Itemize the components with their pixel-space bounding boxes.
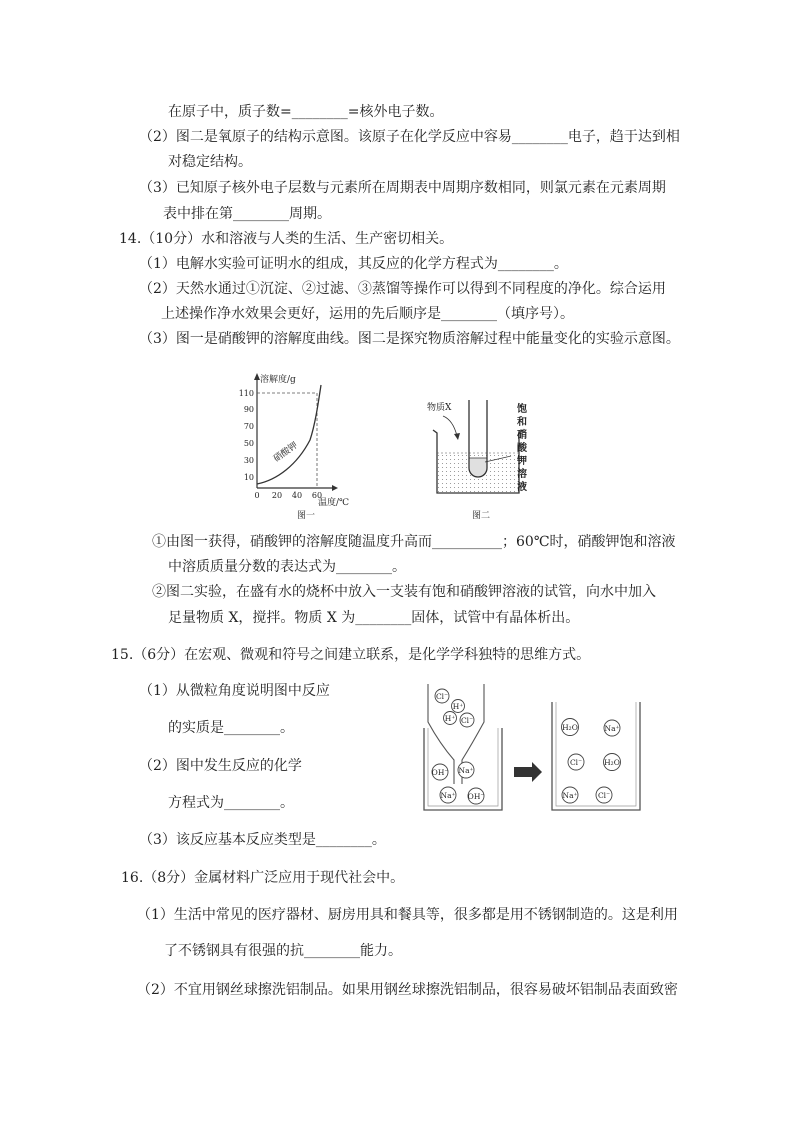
ion-label: Na⁺: [562, 791, 578, 800]
ion-label: H⁺: [452, 702, 464, 711]
ion-label: Na⁺: [458, 766, 474, 775]
x-tick: 20: [271, 491, 283, 500]
text-line: 方程式为________。: [168, 795, 294, 811]
x-tick: 0: [254, 491, 260, 500]
y-tick: 30: [243, 456, 254, 465]
text-line: （2）图中发生反应的化学: [139, 758, 302, 774]
text-line: （2）天然水通过①沉淀、②过滤、③蒸馏等操作可以得到不同程度的净化。综合运用: [139, 281, 666, 297]
ion-label: Cl⁻: [435, 692, 449, 701]
text-line: （2）图二是氧原子的结构示意图。该原子在化学反应中容易________电子，趋于达到相: [139, 129, 680, 145]
x-axis-label: 温度/℃: [318, 498, 350, 508]
ion-label: H⁺: [444, 714, 456, 723]
text-line: （3）该反应基本反应类型是________。: [139, 832, 386, 848]
text-line: 上述操作净水效果会更好，运用的先后顺序是________（填序号）。: [161, 306, 574, 322]
text-line: 足量物质 X，搅拌。物质 X 为________固体，试管中有晶体析出。: [168, 610, 580, 626]
molecule-label: H₂O: [562, 723, 578, 732]
neutralization-figure: [422, 682, 682, 814]
solubility-curve: [257, 385, 321, 484]
reaction-arrow-icon: [514, 762, 542, 782]
ion-label: Cl⁻: [597, 791, 611, 800]
ion-label: Cl⁻: [460, 716, 474, 725]
y-axis-label: 溶解度/g: [260, 375, 296, 385]
question-heading: 16.（8分）金属材料广泛应用于现代社会中。: [121, 870, 405, 886]
y-tick: 50: [243, 439, 254, 448]
curve-label: 硝酸钾: [271, 440, 300, 465]
substance-x-label: 物质X: [427, 403, 452, 413]
text-line: 了不锈钢具有很强的抗________能力。: [164, 943, 402, 959]
y-tick: 90: [243, 405, 254, 414]
text-line: 对稳定结构。: [168, 154, 252, 170]
figure-caption: 图一: [296, 511, 316, 521]
ion-label: OH⁻: [467, 792, 485, 801]
ion-label: Na⁺: [440, 791, 456, 800]
text-line: （1）从微粒角度说明图中反应: [139, 683, 330, 699]
x-tick: 60: [311, 491, 323, 500]
text-line: （3）已知原子核外电子层数与元素所在周期表中周期序数相同，则氯元素在元素周期: [139, 180, 666, 196]
solution-label-char: 液: [517, 482, 527, 493]
solution-label-char: 硝: [517, 430, 527, 441]
solution-label-char: 和: [517, 417, 527, 428]
y-tick: 110: [238, 389, 254, 398]
x-tick: 40: [291, 491, 303, 500]
solution-label-char: 溶: [517, 469, 527, 480]
ion-label: Na⁺: [604, 724, 620, 733]
dissolution-experiment-figure: [425, 398, 540, 522]
figure-caption: 图二: [471, 511, 491, 521]
text-line: ①由图一获得，硝酸钾的溶解度随温度升高而__________；60℃时，硝酸钾饱和溶液: [152, 534, 676, 550]
question-heading: 15.（6分）在宏观、微观和符号之间建立联系，是化学学科独特的思维方式。: [111, 647, 591, 663]
ion-label: OH⁻: [431, 768, 449, 777]
solution-label-char: 酸: [517, 443, 527, 454]
text-line: 的实质是________。: [168, 720, 294, 736]
question-heading: 14.（10分）水和溶液与人类的生活、生产密切相关。: [119, 231, 454, 247]
y-tick: 70: [243, 422, 254, 431]
solution-label-char: 钾: [517, 456, 527, 467]
y-tick: 10: [243, 473, 254, 482]
text-line: （1）生活中常见的医疗器材、厨房用具和餐具等，很多都是用不锈钢制造的。这是利用: [137, 907, 678, 923]
text-line: （1）电解水实验可证明水的组成，其反应的化学方程式为________。: [139, 256, 568, 272]
text-line: 中溶质质量分数的表达式为________。: [168, 559, 406, 575]
molecule-label: H₂O: [604, 758, 620, 767]
text-line: 在原子中，质子数=________=核外电子数。: [168, 104, 444, 120]
text-line: ②图二实验，在盛有水的烧杯中放入一支装有饱和硝酸钾溶液的试管，向水中加入: [152, 584, 656, 600]
text-line: （2）不宜用钢丝球擦洗铝制品。如果用钢丝球擦洗铝制品，很容易破坏铝制品表面致密: [137, 982, 678, 998]
ion-label: Cl⁻: [569, 758, 583, 767]
solubility-curve-figure: [232, 370, 350, 522]
text-line: （3）图一是硝酸钾的溶解度曲线。图二是探究物质溶解过程中能量变化的实验示意图。: [139, 331, 680, 347]
solution-label-char: 饱: [517, 404, 527, 415]
text-line: 表中排在第________周期。: [163, 206, 331, 222]
